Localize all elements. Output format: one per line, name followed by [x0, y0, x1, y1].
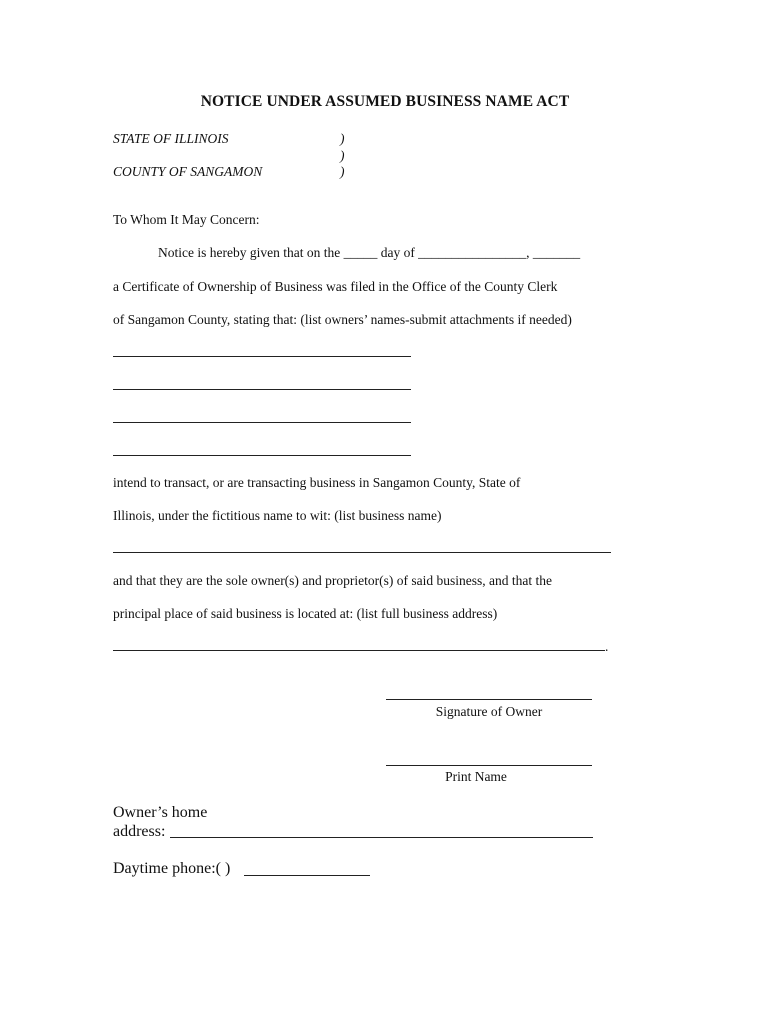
intend-line-1: intend to transact, or are transacting business in Sangamon County, State of	[113, 475, 521, 490]
home-address-label-1: Owner’s home	[113, 804, 208, 821]
state-label: STATE OF ILLINOIS	[113, 131, 229, 146]
print-name-line	[386, 765, 592, 766]
document-title: NOTICE UNDER ASSUMED BUSINESS NAME ACT	[200, 93, 570, 110]
notice-line: Notice is hereby given that on the _____ day of ________________, _______	[158, 245, 581, 260]
address-period: .	[605, 639, 609, 654]
signature-label: Signature of Owner	[435, 704, 543, 719]
business-address-line	[113, 650, 605, 651]
signature-line	[386, 699, 592, 700]
owner-statement-line-1: and that they are the sole owner(s) and proprietor(s) of said business, and that the	[113, 573, 552, 588]
home-address-line	[170, 837, 593, 838]
venue-paren-1: )	[340, 131, 345, 146]
business-name-line	[113, 552, 611, 553]
owner-name-line-1	[113, 356, 411, 357]
daytime-phone-label: Daytime phone:( )	[113, 860, 231, 877]
owner-name-line-2	[113, 389, 411, 390]
home-address-label-2: address:	[113, 823, 166, 840]
daytime-phone-line	[244, 875, 370, 876]
print-name-label: Print Name	[445, 769, 507, 784]
intend-line-2: Illinois, under the fictitious name to wit: (list business name)	[113, 508, 442, 523]
salutation: To Whom It May Concern:	[113, 212, 260, 227]
owner-statement-line-2: principal place of said business is located at: (list full business address)	[113, 606, 498, 621]
owners-line: of Sangamon County, stating that: (list owners’ names-submit attachments if needed)	[113, 312, 572, 327]
owner-name-line-4	[113, 455, 411, 456]
owner-name-line-3	[113, 422, 411, 423]
venue-paren-2: )	[340, 148, 345, 163]
venue-paren-3: )	[340, 164, 345, 179]
county-label: COUNTY OF SANGAMON	[113, 164, 263, 179]
certificate-line: a Certificate of Ownership of Business was filed in the Office of the County Clerk	[113, 279, 558, 294]
